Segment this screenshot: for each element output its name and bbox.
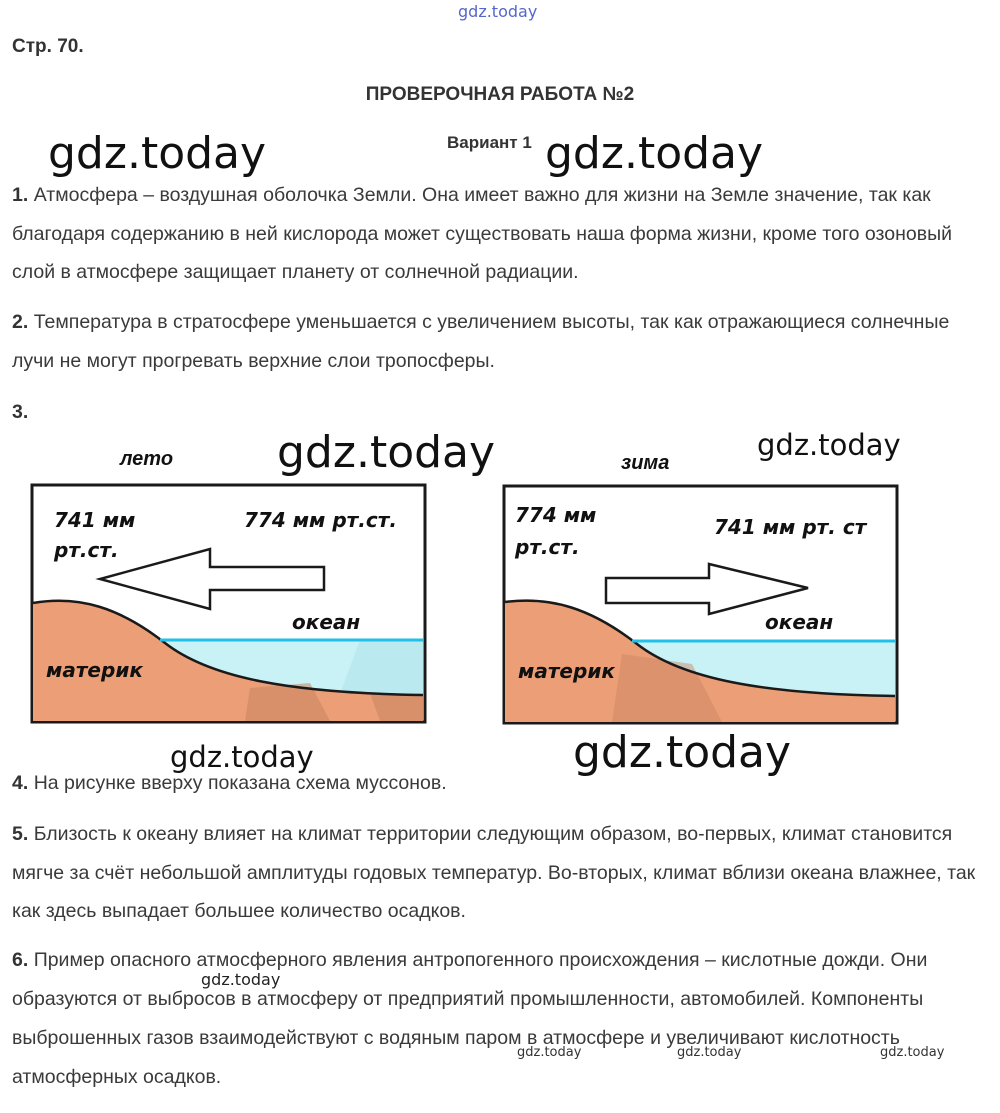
watermark: gdz.today [757,428,901,462]
watermark: gdz.today [48,128,267,179]
winter-label: зима [621,452,670,474]
answer-4 [12,764,992,803]
answer-number: 1. [12,184,29,206]
watermark: gdz.today [545,128,764,179]
ocean-label: океан [765,610,834,634]
answer-5 [12,815,992,931]
land-pressure: 741 мм [54,508,136,532]
watermark: gdz.today [517,1045,582,1060]
ocean-pressure: 741 мм рт. ст [714,515,867,539]
land-label: материк [46,658,143,682]
land-pressure: 774 мм [515,503,597,527]
answer-number: 2. [12,311,29,333]
page-title: ПРОВЕРОЧНАЯ РАБОТА №2 [365,84,635,105]
answer-number: 3. [12,401,29,423]
answer-2 [12,303,992,380]
answer-text: На рисунке вверху показана схема муссонов. [33,772,447,794]
summer-label: лето [120,448,174,470]
winter-monsoon-diagram [502,484,899,725]
watermark: gdz.today [277,427,496,478]
land-label: материк [518,659,615,683]
land-pressure-unit: рт.ст. [54,538,119,562]
answer-number: 5. [12,823,29,845]
answer-number: 4. [12,772,29,794]
answer-number: 6. [12,949,29,971]
watermark: gdz.today [677,1045,742,1060]
answer-1 [12,176,992,292]
watermark: gdz.today [170,740,314,774]
answer-6 [12,941,992,1097]
land-pressure-unit: рт.ст. [515,535,580,559]
summer-monsoon-diagram [30,483,427,724]
ocean-label: океан [292,610,361,634]
answer-text: Температура в стратосфере уменьшается с увеличением высоты, так как отражающиеся солнечные лучи не могут прогревать верхние слои тропосферы. [12,311,950,372]
watermark: gdz.today [201,970,281,989]
watermark-top: gdz.today [458,2,538,21]
variant-label: Вариант 1 [447,133,532,152]
watermark: gdz.today [573,727,792,778]
answer-text: Атмосфера – воздушная оболочка Земли. Она имеет важно для жизни на Земле значение, так как благодаря содержанию в ней кислорода может существовать наша форма жизни, кроме того озоновый слой в атмосфере защищает планету от солнечной радиации. [12,184,952,283]
answer-3 [12,393,992,432]
answer-text: Пример опасного атмосферного явления антропогенного происхождения – кислотные дожди. Они образуются от выбросов в атмосферу от предприятий промышленности, автомобилей. Компоненты выброшенных газов взаимодействуют с водяным паром в атмосфере и увеличивают кислотность атмосферных осадков. [12,949,928,1088]
page-number: Стр. 70. [12,36,84,57]
ocean-pressure: 774 мм рт.ст. [244,508,397,532]
answer-text: Близость к океану влияет на климат территории следующим образом, во-первых, климат становится мягче за счёт небольшой амплитуды годовых температур. Во-вторых, климат вблизи океана влажнее, так как здесь выпадает большее количество осадков. [12,823,976,922]
watermark: gdz.today [880,1045,945,1060]
